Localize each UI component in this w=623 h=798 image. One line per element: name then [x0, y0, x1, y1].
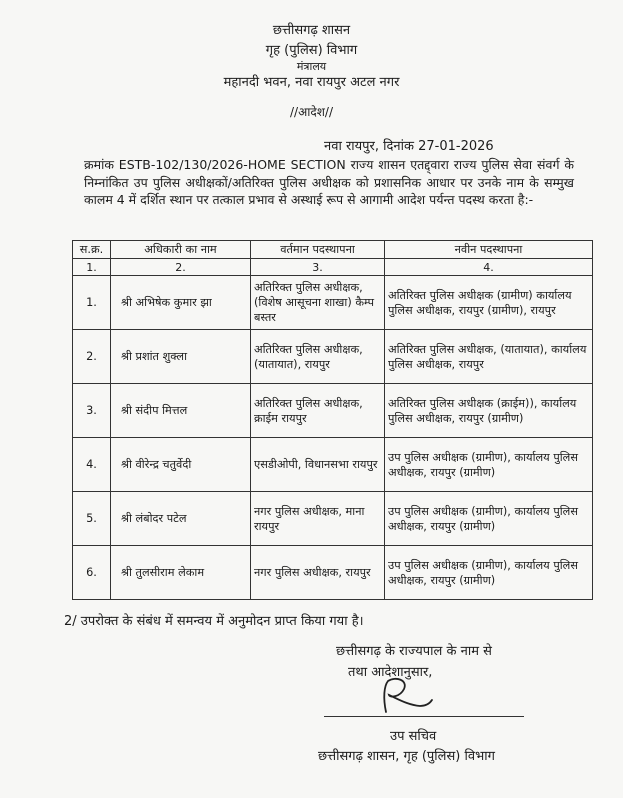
- current-posting: अतिरिक्त पुलिस अधीक्षक, क्राईम रायपुर: [251, 384, 385, 438]
- current-posting: एसडीओपी, विधानसभा रायपुर: [251, 438, 385, 492]
- new-posting: अतिरिक्त पुलिस अधीक्षक (ग्रामीण) कार्यालय पुलिस अधीक्षक, रायपुर (ग्रामीण), रायपुर: [385, 276, 593, 330]
- officer-name: श्री अभिषेक कुमार झा: [111, 276, 251, 330]
- column-number: 2.: [111, 259, 251, 276]
- by-order-line: तथा आदेशानुसार,: [348, 665, 433, 680]
- serial-number: 6.: [73, 546, 111, 600]
- table-row: [73, 330, 593, 384]
- table-row: [73, 546, 593, 600]
- table-header-row: [73, 241, 593, 259]
- current-posting: अतिरिक्त पुलिस अधीक्षक, (विशेष आसूचना शाखा) कैम्प बस्तर: [251, 276, 385, 330]
- signature-divider: [324, 716, 524, 717]
- header-new-posting: नवीन पदस्थापना: [385, 241, 593, 259]
- order-date: नवा रायपुर, दिनांक 27-01-2026: [324, 139, 494, 154]
- officer-name: श्री प्रशांत शुक्ला: [111, 330, 251, 384]
- officer-name: श्री संदीप मित्तल: [111, 384, 251, 438]
- current-posting: नगर पुलिस अधीक्षक, रायपुर: [251, 546, 385, 600]
- header-officer-name: अधिकारी का नाम: [111, 241, 251, 259]
- table-row: [73, 438, 593, 492]
- table-row: [73, 384, 593, 438]
- signatory-designation: उप सचिव: [390, 729, 437, 744]
- header-government: छत्तीसगढ़ शासन: [272, 23, 351, 38]
- header-department: गृह (पुलिस) विभाग: [265, 43, 358, 58]
- header-ministry: मंत्रालय: [296, 60, 327, 73]
- header-address: महानदी भवन, नवा रायपुर अटल नगर: [223, 75, 400, 90]
- officer-name: श्री लंबोदर पटेल: [111, 492, 251, 546]
- new-posting: उप पुलिस अधीक्षक (ग्रामीण), कार्यालय पुलिस अधीक्षक, रायपुर (ग्रामीण): [385, 438, 593, 492]
- serial-number: 2.: [73, 330, 111, 384]
- new-posting: उप पुलिस अधीक्षक (ग्रामीण), कार्यालय पुलिस अधीक्षक, रायपुर (ग्रामीण): [385, 492, 593, 546]
- posting-table: [72, 240, 593, 600]
- serial-number: 3.: [73, 384, 111, 438]
- column-number: 3.: [251, 259, 385, 276]
- current-posting: नगर पुलिस अधीक्षक, माना रायपुर: [251, 492, 385, 546]
- column-number-row: [73, 259, 593, 276]
- signatory-department: छत्तीसगढ़ शासन, गृह (पुलिस) विभाग: [318, 749, 495, 764]
- governor-authority-line: छत्तीसगढ़ के राज्यपाल के नाम से: [336, 644, 492, 659]
- order-heading: //आदेश//: [290, 105, 333, 119]
- serial-number: 1.: [73, 276, 111, 330]
- table-row: [73, 492, 593, 546]
- current-posting: अतिरिक्त पुलिस अधीक्षक, (यातायात), रायपुर: [251, 330, 385, 384]
- serial-number: 5.: [73, 492, 111, 546]
- header-serial: स.क्र.: [73, 241, 111, 259]
- new-posting: अतिरिक्त पुलिस अधीक्षक (क्राईम)), कार्यालय पुलिस अधीक्षक, रायपुर (ग्रामीण): [385, 384, 593, 438]
- new-posting: अतिरिक्त पुलिस अधीक्षक, (यातायात), कार्यालय पुलिस अधीक्षक, रायपुर: [385, 330, 593, 384]
- approval-paragraph: 2/ उपरोक्त के संबंध में समन्वय में अनुमोदन प्राप्त किया गया है।: [64, 614, 364, 629]
- officer-name: श्री तुलसीराम लेकाम: [111, 546, 251, 600]
- header-current-posting: वर्तमान पदस्थापना: [251, 241, 385, 259]
- serial-number: 4.: [73, 438, 111, 492]
- column-number: 1.: [73, 259, 111, 276]
- table-row: [73, 276, 593, 330]
- order-intro-paragraph: क्रमांक ESTB-102/130/2026-HOME SECTION राज्य शासन एतद्द्वारा राज्य पुलिस सेवा संवर्ग के निम्नांकित उप पुलिस अधीक्षकों/अतिरिक्त पुलिस अधीक्षक को प्रशासनिक आधार पर उनके नाम के सम्मुख कालम 4 में दर्शित स्थान पर तत्काल प्रभाव से अस्थाई रूप से आगामी आदेश पर्यन्त पदस्थ करता है:-: [84, 157, 574, 207]
- new-posting: उप पुलिस अधीक्षक (ग्रामीण), कार्यालय पुलिस अधीक्षक, रायपुर (ग्रामीण): [385, 546, 593, 600]
- officer-name: श्री वीरेन्द्र चतुर्वेदी: [111, 438, 251, 492]
- column-number: 4.: [385, 259, 593, 276]
- handwritten-signature: [372, 676, 442, 716]
